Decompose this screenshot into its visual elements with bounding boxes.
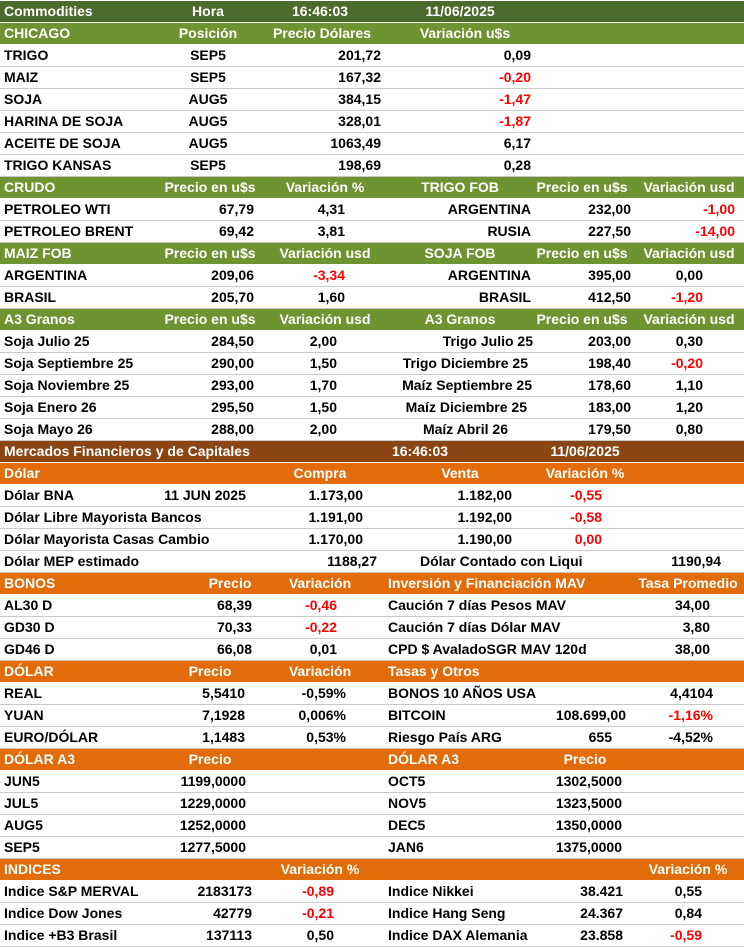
table-cell: ACEITE DE SOJA [4, 135, 121, 151]
table-cell: Trigo Julio 25 [442, 333, 533, 349]
table-cell: SOJA [4, 91, 43, 107]
table-cell: 1.182,00 [457, 487, 512, 503]
table-cell: -4,52% [668, 729, 713, 745]
table-cell: 38,00 [674, 641, 710, 657]
table-cell: A3 Granos [4, 311, 75, 327]
table-cell: BONOS [4, 575, 56, 591]
table-row [0, 551, 744, 573]
table-cell: ARGENTINA [4, 267, 88, 283]
table-cell: 137113 [206, 927, 252, 943]
table-cell: 1190,94 [671, 553, 721, 569]
table-cell: 1277,5000 [179, 839, 246, 855]
table-cell: 227,50 [588, 223, 631, 239]
table-row [0, 881, 744, 903]
table-row [0, 793, 744, 815]
table-row [0, 771, 744, 793]
table-cell: Indice Dow Jones [4, 905, 123, 921]
table-cell: 1350,0000 [555, 817, 622, 833]
table-cell: 1,50 [309, 399, 337, 415]
table-cell: 0,00 [675, 267, 703, 283]
section-header-row [0, 859, 744, 881]
table-row [0, 67, 744, 89]
table-cell: 38.421 [580, 883, 623, 899]
table-cell: 68,39 [216, 597, 252, 613]
table-cell: GD30 D [4, 619, 55, 635]
table-row [0, 353, 744, 375]
table-cell: MAIZ FOB [4, 245, 72, 261]
table-cell: AUG5 [188, 135, 228, 151]
table-cell: Variación usd [643, 179, 735, 195]
table-cell: 16:46:03 [291, 3, 349, 19]
section-header-row [0, 23, 744, 45]
table-row [0, 595, 744, 617]
table-cell: CRUDO [4, 179, 56, 195]
table-cell: 1375,0000 [555, 839, 622, 855]
table-row [0, 705, 744, 727]
table-row [0, 529, 744, 551]
table-cell: Dólar BNA [4, 487, 75, 503]
table-cell: 198,40 [588, 355, 631, 371]
table-cell: 1229,0000 [179, 795, 246, 811]
table-cell: 1.173,00 [308, 487, 363, 503]
table-cell: AUG5 [188, 91, 228, 107]
table-row [0, 815, 744, 837]
table-cell: CHICAGO [4, 25, 71, 41]
table-cell: 1.192,00 [457, 509, 512, 525]
table-cell: Precio [563, 751, 607, 767]
table-cell: 1302,5000 [555, 773, 622, 789]
section-header-row [0, 441, 744, 463]
table-cell: Hora [192, 3, 224, 19]
table-cell: 70,33 [216, 619, 252, 635]
table-cell: 1.170,00 [308, 531, 363, 547]
table-cell: JUL5 [4, 795, 39, 811]
section-header-row [0, 749, 744, 771]
table-cell: Precio en u$s [536, 179, 628, 195]
table-cell: Inversión y Financiación MAV [388, 575, 586, 591]
table-cell: -0,21 [302, 905, 334, 921]
table-cell: SOJA FOB [424, 245, 496, 261]
table-row [0, 925, 744, 947]
table-cell: 2,00 [309, 421, 337, 437]
table-cell: Variación usd [643, 311, 735, 327]
table-cell: 0,55 [674, 883, 702, 899]
table-cell: AL30 D [4, 597, 53, 613]
table-cell: GD46 D [4, 641, 55, 657]
table-cell: Caución 7 días Dólar MAV [388, 619, 561, 635]
table-cell: 23.858 [580, 927, 623, 943]
table-cell: 328,01 [338, 113, 381, 129]
table-cell: TRIGO [4, 47, 49, 63]
table-cell: 67,79 [218, 201, 254, 217]
table-cell: 1,70 [309, 377, 337, 393]
table-cell: Dólar MEP estimado [4, 553, 140, 569]
table-cell: -3,34 [313, 267, 345, 283]
table-cell: EURO/DÓLAR [4, 729, 99, 745]
table-cell: AUG5 [4, 817, 43, 833]
table-cell: Posición [178, 25, 238, 41]
table-cell: Precio en u$s [164, 311, 256, 327]
table-cell: Maíz Septiembre 25 [402, 377, 532, 393]
table-row [0, 727, 744, 749]
table-cell: 11 JUN 2025 [164, 487, 246, 503]
table-cell: BRASIL [478, 289, 531, 305]
table-cell: 2,00 [309, 333, 337, 349]
table-cell: TRIGO KANSAS [4, 157, 112, 173]
table-cell: Variación % [648, 861, 728, 877]
table-cell: Compra [293, 465, 347, 481]
table-cell: JUN5 [4, 773, 40, 789]
table-cell: Precio [188, 751, 232, 767]
table-cell: A3 Granos [424, 311, 496, 327]
table-row [0, 639, 744, 661]
table-cell: Riesgo País ARG [388, 729, 502, 745]
table-cell: Variación % [545, 465, 625, 481]
table-cell: Maíz Abril 26 [422, 421, 508, 437]
table-cell: Dólar [4, 465, 40, 481]
table-cell: -1,47 [499, 91, 531, 107]
table-cell: Tasas y Otros [388, 663, 480, 679]
table-cell: OCT5 [388, 773, 426, 789]
table-cell: DÓLAR A3 [4, 751, 76, 767]
table-cell: BITCOIN [388, 707, 446, 723]
table-cell: 0,28 [503, 157, 531, 173]
table-cell: 232,00 [588, 201, 631, 217]
table-cell: 2183173 [197, 883, 252, 899]
table-cell: ARGENTINA [447, 267, 531, 283]
table-cell: 205,70 [211, 289, 254, 305]
table-cell: 1252,0000 [179, 817, 246, 833]
table-cell: 655 [588, 729, 612, 745]
table-row [0, 617, 744, 639]
table-row [0, 45, 744, 67]
table-cell: 412,50 [588, 289, 631, 305]
table-cell: Precio [188, 663, 232, 679]
table-row [0, 89, 744, 111]
table-cell: Precio [208, 575, 252, 591]
table-cell: DEC5 [388, 817, 426, 833]
table-row [0, 375, 744, 397]
table-cell: DÓLAR [4, 663, 54, 679]
table-row [0, 485, 744, 507]
table-cell: -0,22 [305, 619, 337, 635]
table-cell: 0,006% [298, 707, 346, 723]
table-row [0, 837, 744, 859]
table-cell: PETROLEO WTI [4, 201, 111, 217]
table-cell: 183,00 [588, 399, 631, 415]
table-cell: Trigo Diciembre 25 [402, 355, 528, 371]
table-cell: 295,50 [211, 399, 254, 415]
table-cell: REAL [4, 685, 43, 701]
table-cell: 6,17 [503, 135, 531, 151]
table-cell: 7,1928 [202, 707, 245, 723]
table-cell: SEP5 [190, 157, 226, 173]
table-cell: 0,09 [503, 47, 531, 63]
section-header-row [0, 177, 744, 199]
section-header-row [0, 661, 744, 683]
table-cell: Dólar Contado con Liqui [420, 553, 583, 569]
table-cell: 66,08 [216, 641, 252, 657]
section-header-row [0, 463, 744, 485]
table-cell: 11/06/2025 [425, 3, 495, 19]
section-header-row [0, 1, 744, 23]
table-cell: 203,00 [588, 333, 631, 349]
table-row [0, 683, 744, 705]
table-cell: Indice Nikkei [388, 883, 474, 899]
table-cell: Variación [288, 575, 352, 591]
table-cell: 209,06 [211, 267, 254, 283]
table-cell: 201,72 [338, 47, 381, 63]
table-cell: 284,50 [211, 333, 254, 349]
table-cell: -0,59% [301, 685, 346, 701]
table-cell: -0,55 [570, 487, 602, 503]
table-cell: SEP5 [190, 47, 226, 63]
table-cell: 0,80 [675, 421, 703, 437]
table-cell: -0,58 [570, 509, 602, 525]
table-row [0, 133, 744, 155]
table-cell: 69,42 [218, 223, 254, 239]
table-cell: Indice Hang Seng [388, 905, 506, 921]
table-cell: 11/06/2025 [550, 443, 620, 459]
section-header-row [0, 309, 744, 331]
table-cell: 0,84 [674, 905, 702, 921]
table-cell: -0,20 [499, 69, 531, 85]
table-cell: -0,59 [670, 927, 702, 943]
table-cell: -1,87 [499, 113, 531, 129]
table-cell: 1,50 [309, 355, 337, 371]
table-row [0, 287, 744, 309]
table-cell: Variación [288, 663, 352, 679]
table-cell: INDICES [4, 861, 61, 877]
table-cell: Indice DAX Alemania [388, 927, 528, 943]
table-cell: Indice +B3 Brasil [4, 927, 118, 943]
table-cell: -14,00 [695, 223, 735, 239]
table-cell: Dólar Libre Mayorista Bancos [4, 509, 202, 525]
table-cell: 34,00 [674, 597, 710, 613]
table-cell: Tasa Promedio [638, 575, 738, 591]
table-cell: 1,60 [317, 289, 345, 305]
table-cell: Soja Noviembre 25 [4, 377, 130, 393]
table-cell: Variación % [285, 179, 365, 195]
table-cell: -0,46 [305, 597, 337, 613]
table-cell: 198,69 [338, 157, 381, 173]
table-cell: 4,31 [317, 201, 345, 217]
table-cell: 1199,0000 [180, 773, 246, 789]
table-cell: 0,53% [306, 729, 346, 745]
table-cell: SEP5 [190, 69, 226, 85]
table-cell: 3,80 [682, 619, 710, 635]
table-cell: Precio Dólares [272, 25, 372, 41]
table-cell: 4,4104 [670, 685, 713, 701]
table-cell: 108.699,00 [555, 707, 626, 723]
table-cell: Precio en u$s [164, 245, 256, 261]
table-cell: Caución 7 días Pesos MAV [388, 597, 566, 613]
table-cell: Variación % [280, 861, 360, 877]
table-cell: 1063,49 [330, 135, 381, 151]
table-cell: NOV5 [388, 795, 427, 811]
table-cell: 16:46:03 [391, 443, 449, 459]
table-cell: -0,20 [671, 355, 703, 371]
table-cell: Soja Enero 26 [4, 399, 97, 415]
table-cell: -0,89 [302, 883, 334, 899]
table-cell: 1.190,00 [457, 531, 512, 547]
table-cell: 3,81 [317, 223, 345, 239]
table-cell: YUAN [4, 707, 44, 723]
table-row [0, 397, 744, 419]
table-cell: -1,16% [668, 707, 713, 723]
table-cell: 1.191,00 [308, 509, 363, 525]
table-cell: 384,15 [338, 91, 381, 107]
table-cell: -1,00 [703, 201, 735, 217]
table-cell: HARINA DE SOJA [4, 113, 124, 129]
table-cell: ARGENTINA [447, 201, 531, 217]
table-row [0, 903, 744, 925]
table-cell: JAN6 [388, 839, 424, 855]
table-cell: Variación u$s [419, 25, 511, 41]
table-cell: 24.367 [580, 905, 623, 921]
table-cell: 0,00 [574, 531, 602, 547]
table-cell: 1188,27 [327, 553, 377, 569]
section-header-row [0, 243, 744, 265]
table-cell: 1,1483 [202, 729, 245, 745]
table-cell: 1,20 [675, 399, 703, 415]
table-cell: 0,30 [675, 333, 703, 349]
table-cell: 42779 [213, 905, 252, 921]
table-cell: 1,10 [675, 377, 703, 393]
table-cell: Commodities [4, 3, 93, 19]
table-cell: 290,00 [211, 355, 254, 371]
table-row [0, 331, 744, 353]
table-cell: DÓLAR A3 [388, 751, 460, 767]
table-cell: Mercados Financieros y de Capitales [4, 443, 250, 459]
table-cell: CPD $ AvaladoSGR MAV 120d [388, 641, 587, 657]
table-row [0, 265, 744, 287]
table-row [0, 221, 744, 243]
table-cell: 293,00 [211, 377, 254, 393]
table-cell: Indice S&P MERVAL [4, 883, 139, 899]
table-cell: BRASIL [4, 289, 57, 305]
table-cell: Venta [441, 465, 479, 481]
table-cell: 179,50 [588, 421, 631, 437]
table-cell: 395,00 [588, 267, 631, 283]
table-cell: Variación usd [279, 311, 371, 327]
table-cell: TRIGO FOB [421, 179, 499, 195]
table-cell: Precio en u$s [536, 311, 628, 327]
table-cell: Soja Julio 25 [4, 333, 90, 349]
table-cell: Precio en u$s [536, 245, 628, 261]
table-cell: 5,5410 [202, 685, 245, 701]
table-cell: 178,60 [588, 377, 631, 393]
table-row [0, 111, 744, 133]
table-cell: -1,20 [671, 289, 703, 305]
table-cell: Maíz Diciembre 25 [405, 399, 527, 415]
section-header-row [0, 573, 744, 595]
table-cell: SEP5 [4, 839, 40, 855]
table-row [0, 419, 744, 441]
table-cell: RUSIA [487, 223, 531, 239]
table-cell: Variación usd [643, 245, 735, 261]
table-cell: BONOS 10 AÑOS USA [388, 685, 537, 701]
table-cell: 288,00 [211, 421, 254, 437]
table-cell: Soja Septiembre 25 [4, 355, 134, 371]
table-cell: AUG5 [188, 113, 228, 129]
table-cell: Dólar Mayorista Casas Cambio [4, 531, 210, 547]
table-cell: Soja Mayo 26 [4, 421, 93, 437]
table-cell: 1323,5000 [555, 795, 622, 811]
table-cell: MAIZ [4, 69, 39, 85]
table-cell: 0,50 [306, 927, 334, 943]
table-row [0, 155, 744, 177]
table-row [0, 507, 744, 529]
table-cell: Variación usd [279, 245, 371, 261]
table-cell: PETROLEO BRENT [4, 223, 134, 239]
table-cell: Precio en u$s [164, 179, 256, 195]
table-row [0, 199, 744, 221]
table-cell: 167,32 [338, 69, 381, 85]
table-cell: 0,01 [309, 641, 337, 657]
